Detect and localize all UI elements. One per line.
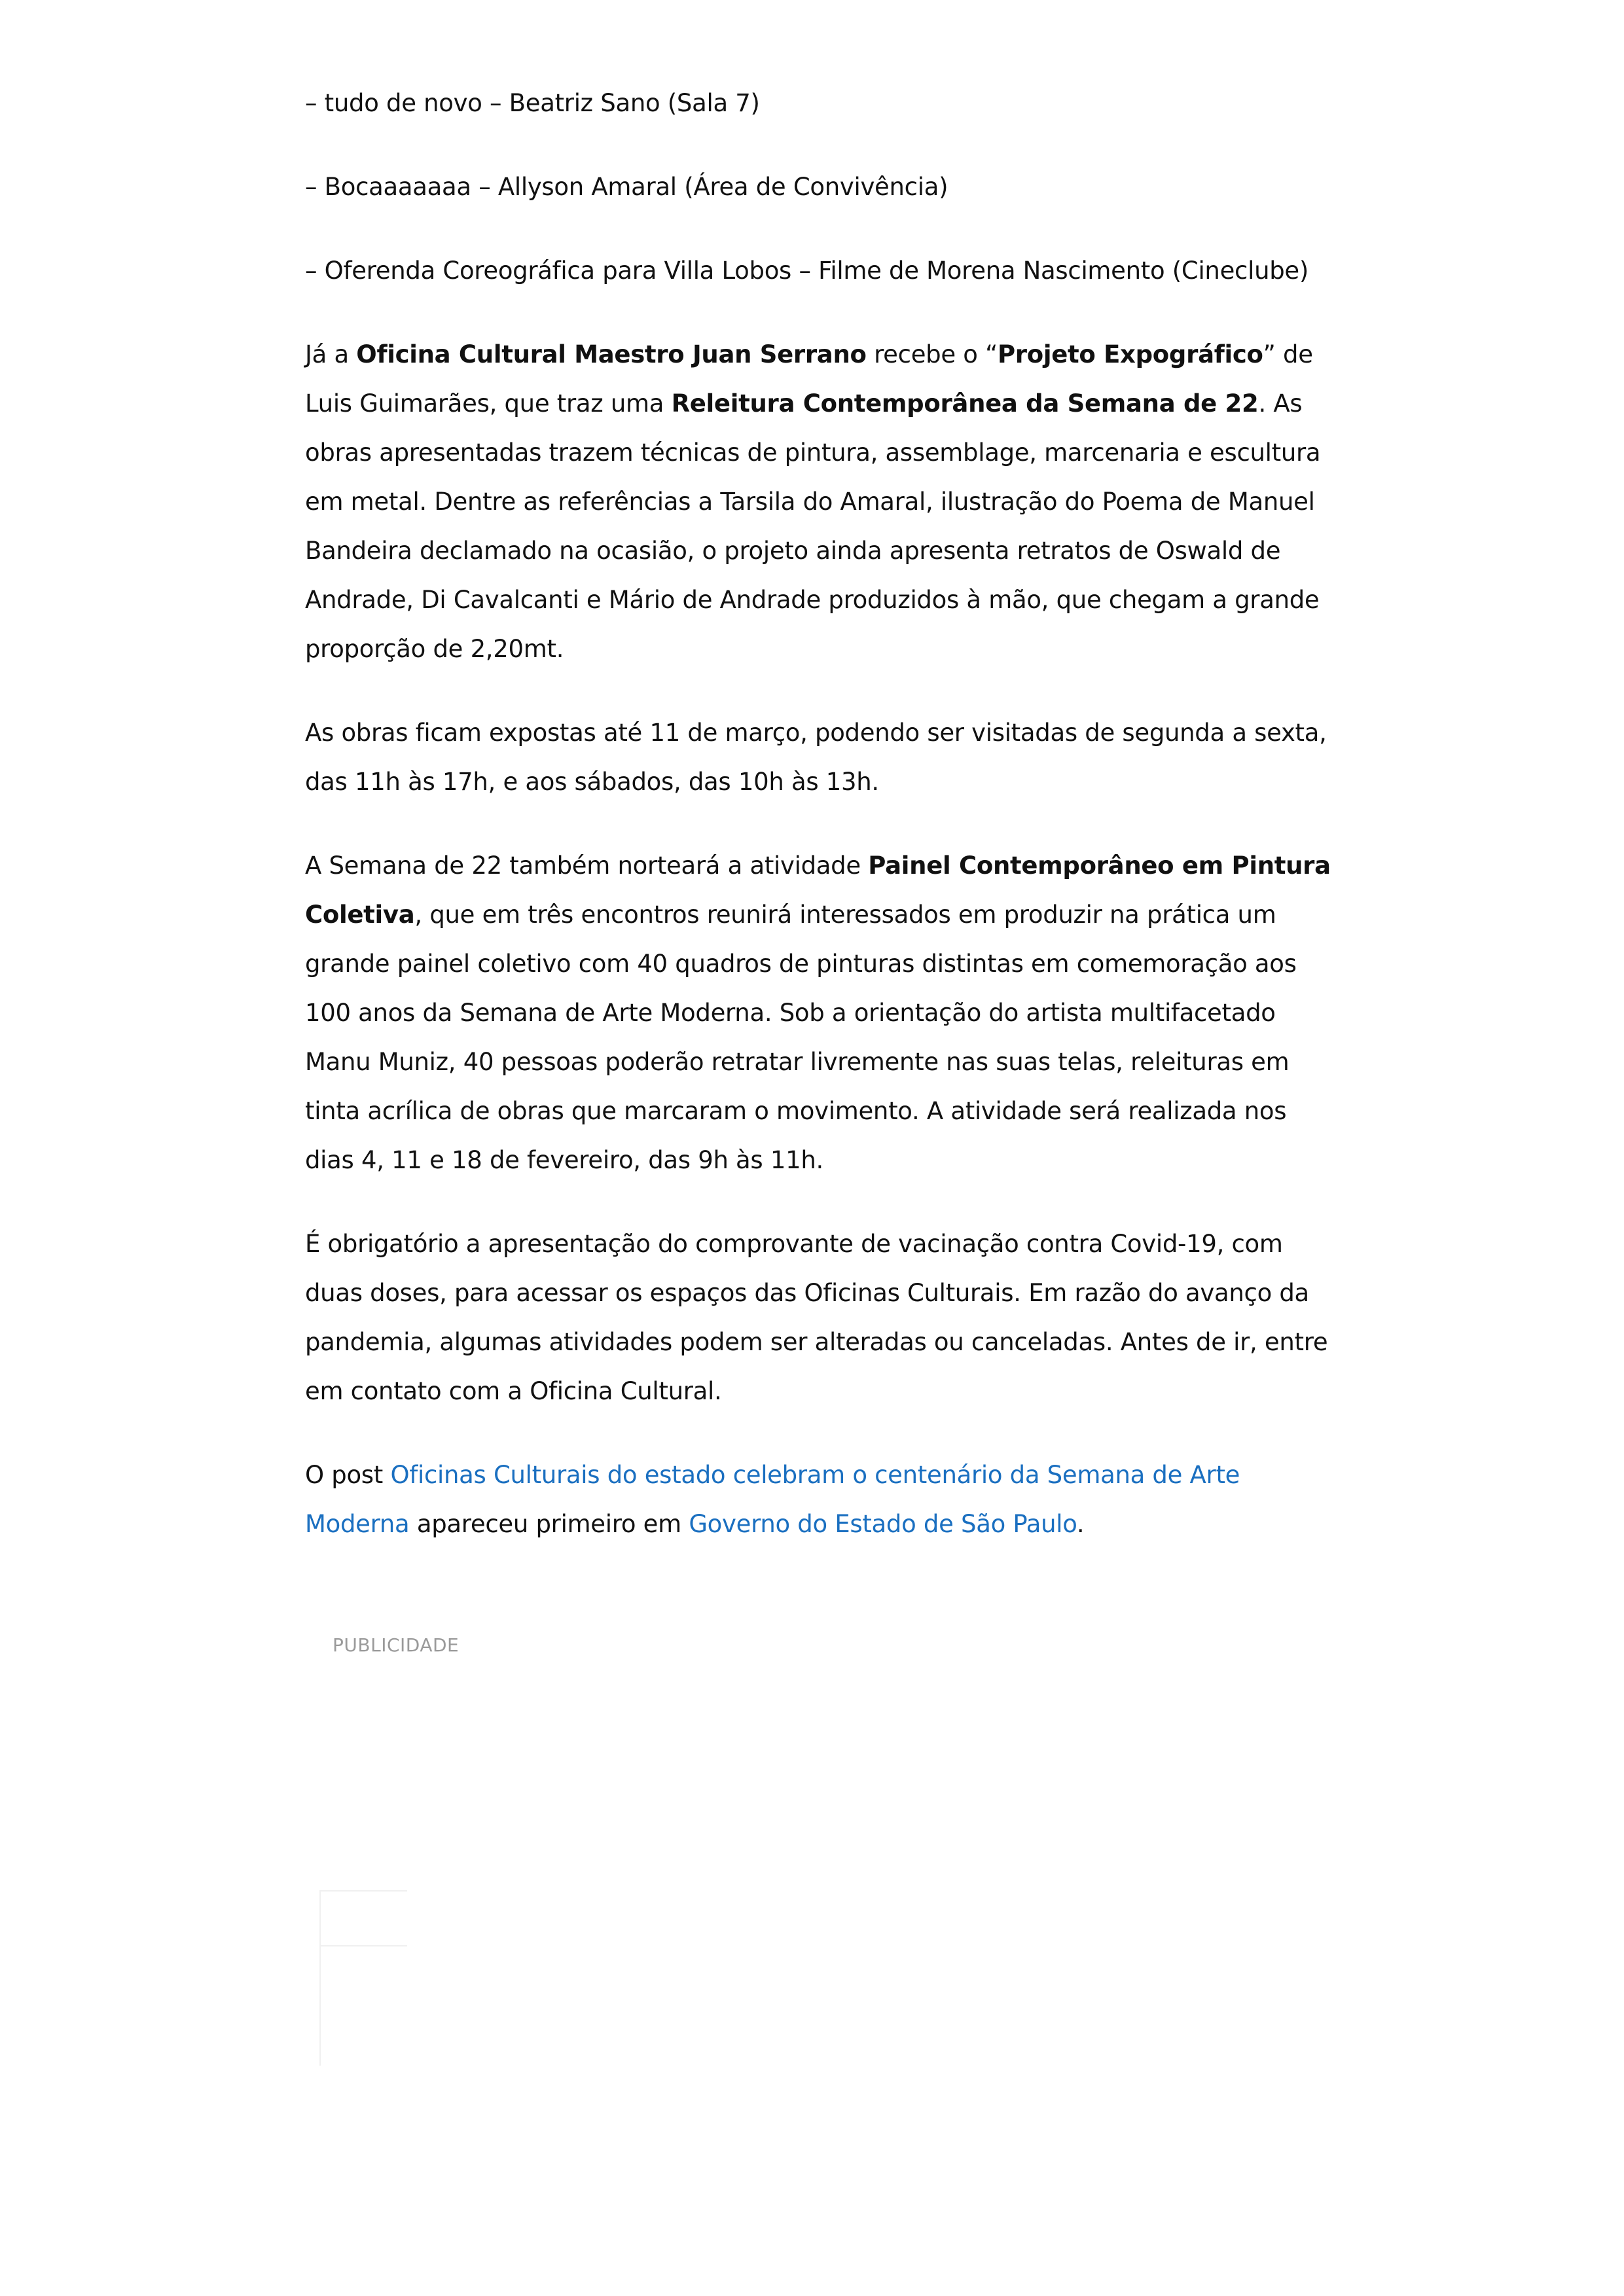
p1-text-1: Já a	[305, 340, 357, 368]
advertising-label: PUBLICIDADE	[333, 1634, 460, 1656]
p3-text-1: A Semana de 22 também norteará a atividade	[305, 852, 869, 880]
ad-placeholder-divider	[321, 1945, 407, 1946]
paragraph-vacinacao: É obrigatório a apresentação do comprovante de vacinação contra Covid-19, com duas doses, para acessar os espaços das Oficinas Culturais. Em razão do avanço da pandemia, algumas atividades podem ser alteradas ou canceladas. Antes de ir, entre em contato com a Oficina Cultural.	[305, 1230, 1328, 1405]
paragraph-painel-contemporaneo	[305, 841, 1339, 1185]
list-item-2: – Bocaaaaaaa – Allyson Amaral (Área de Convivência)	[305, 173, 948, 201]
list-item-3: – Oferenda Coreográfica para Villa Lobos – Filme de Morena Nascimento (Cineclube)	[305, 257, 1309, 285]
list-item-1: – tudo de novo – Beatriz Sano (Sala 7)	[305, 89, 760, 117]
governo-sp-link[interactable]: Governo do Estado de São Paulo	[689, 1510, 1077, 1538]
p3-text-2: , que em três encontros reunirá interessados em produzir na prática um grande painel coletivo com 40 quadros de pinturas distintas em comemoração aos 100 anos da Semana de Arte Moderna. Sob a orientação do artista multifacetado Manu Muniz, 40 pessoas poderão retratar livremente nas suas telas, releituras em tinta acrílica de obras que marcaram o movimento. A atividade será realizada nos dias 4, 11 e 18 de fevereiro, das 9h às 11h.	[305, 901, 1297, 1174]
article-body	[305, 79, 1339, 1583]
paragraph-horarios: As obras ficam expostas até 11 de março, podendo ser visitadas de segunda a sexta, das 11h às 17h, e aos sábados, das 10h às 13h.	[305, 719, 1327, 796]
paragraph-projeto-expografico	[305, 330, 1339, 673]
post-text-1: O post	[305, 1461, 391, 1489]
p1-bold-releitura: Releitura Contemporânea da Semana de 22	[671, 389, 1259, 418]
p1-bold-projeto: Projeto Expográfico	[997, 340, 1263, 368]
ad-placeholder	[319, 1890, 407, 2066]
paragraph-post-source	[305, 1450, 1339, 1549]
post-text-2: apareceu primeiro em	[409, 1510, 689, 1538]
p1-text-2: recebe o “	[866, 340, 998, 368]
p1-text-4: . As obras apresentadas trazem técnicas de pintura, assemblage, marcenaria e escultura em metal. Dentre as referências a Tarsila do Amaral, ilustração do Poema de Manuel Bandeira declamado na ocasião, o projeto ainda apresenta retratos de Oswald de Andrade, Di Cavalcanti e Mário de Andrade produzidos à mão, que chegam a grande proporção de 2,20mt.	[305, 389, 1321, 663]
p3-bold-painel: Painel Contemporâneo em Pintura Coletiva	[305, 852, 1331, 929]
post-title-link[interactable]: Oficinas Culturais do estado celebram o centenário da Semana de Arte Moderna	[305, 1461, 1240, 1538]
p1-bold-oficina: Oficina Cultural Maestro Juan Serrano	[356, 340, 867, 368]
p1-text-3: ” de Luis Guimarães, que traz uma	[305, 340, 1313, 418]
post-text-3: .	[1076, 1510, 1085, 1538]
